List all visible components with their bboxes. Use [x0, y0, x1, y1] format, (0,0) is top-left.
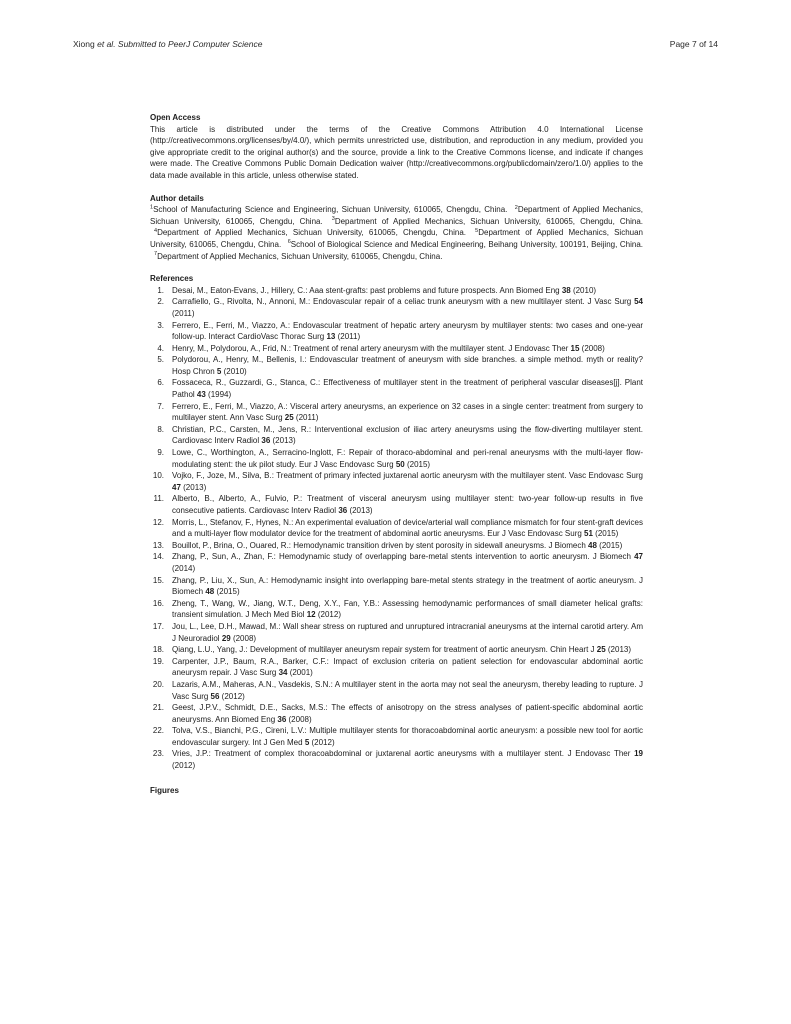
reference-item [150, 285, 643, 297]
affiliation-number: 4 [154, 227, 158, 234]
references-heading: References [150, 274, 194, 284]
reference-item [150, 517, 643, 540]
running-head [73, 39, 718, 49]
reference-item [150, 493, 643, 516]
reference-item [150, 679, 643, 702]
reference-number: 5. [157, 355, 164, 365]
reference-text: Vojko, F., Joze, M., Silva, B.: Treatment of primary infected juxtarenal aortic aneurysm with the multilayer stent. Vasc Endovasc Surg 47 (2013) [172, 471, 643, 492]
reference-item [150, 540, 643, 552]
reference-number: 11. [153, 494, 164, 504]
reference-number: 22. [152, 726, 164, 736]
reference-text: Jou, L., Lee, D.H., Mawad, M.: Wall shear stress on ruptured and unruptured intracranial aneurysms at the internal carotid artery. Am J Neuroradiol 29 (2008) [172, 621, 643, 643]
references-section [150, 273, 643, 772]
affiliation-number: 5 [475, 227, 479, 234]
reference-number: 17. [152, 621, 164, 631]
reference-volume: 15 [570, 343, 580, 353]
figures-heading: Figures [150, 785, 179, 795]
reference-volume: 29 [221, 633, 231, 643]
reference-text: Ferrero, E., Ferri, M., Viazzo, A.: Endovascular treatment of hepatic artery aneurysm by multilayer stents: two cases and one-year follow-up. Interact CardioVasc Thorac Surg 13 (2011) [172, 320, 643, 342]
reference-number: 20. [152, 679, 164, 689]
reference-number: 23. [152, 749, 164, 759]
header-journal-title: et al. Submitted to PeerJ Computer Science [97, 39, 263, 49]
reference-number: 9. [157, 448, 164, 458]
reference-text: Henry, M., Polydorou, A., Frid, N.: Treatment of renal artery aneurysm with the multilayer stent. J Endovasc Ther 15 (2008) [172, 343, 605, 353]
reference-volume: 51 [584, 529, 593, 539]
reference-item [150, 377, 643, 400]
reference-volume: 5 [304, 737, 310, 747]
reference-text: Zheng, T., Wang, W., Jiang, W.T., Deng, X.Y., Fan, Y.B.: Assessing hemodynamic performances of small diameter helical grafts: transient simulation. J Mech Med Biol 12 (2012) [172, 598, 643, 620]
reference-text: Carrafiello, G., Rivolta, N., Annoni, M.: Endovascular repair of a celiac trunk aneurysm with a new multilayer stent. J Vasc Surg 54 (2011) [172, 297, 643, 318]
reference-volume: 12 [306, 610, 316, 620]
reference-volume: 19 [634, 749, 643, 759]
reference-number: 4. [157, 343, 164, 353]
reference-volume: 5 [216, 366, 222, 376]
reference-item [150, 401, 643, 424]
reference-number: 21. [152, 703, 164, 713]
reference-volume: 36 [261, 436, 271, 446]
affiliation-number: 2 [514, 204, 518, 211]
reference-item [150, 343, 643, 355]
reference-volume: 25 [284, 413, 294, 423]
reference-text: Lazaris, A.M., Maheras, A.N., Vasdekis, S.N.: A multilayer stent in the aorta may not seal the aneurysm, thereby leading to rupture. J Vasc Surg 56 (2012) [172, 679, 643, 701]
reference-number: 13. [152, 540, 164, 550]
open-access-text: This article is distributed under the terms of the Creative Commons Attribution 4.0 International License (http://creativecommons.org/licenses/by/4.0/), which permits unrestricted use, distribution, and reproduction in any medium, provided you give appropriate credit to the original author(s) and the source, provide a link to the Creative Commons license, and indicate if changes were made. The Creative Commons Public Domain Dedication waiver (http://creativecommons.org/publicdomain/zero/1.0/) applies to the data made available in this article, unless otherwise stated. [150, 124, 643, 180]
reference-number: 1. [157, 285, 164, 295]
reference-text: Bouillot, P., Brina, O., Ouared, R.: Hemodynamic transition driven by stent porosity in sidewall aneurysms. J Biomech 48 (2015) [172, 540, 623, 550]
reference-text: Vries, J.P.: Treatment of complex thoracoabdominal or juxtarenal aortic aneurysms with a multilayer stent. J Endovasc Ther 19 (2012) [172, 749, 643, 771]
reference-text: Christian, P.C., Carsten, M., Jens, R.: Interventional exclusion of iliac artery aneurysms using the flow-diverting multilayer stent. Cardiovasc Interv Radiol 36 (2013) [172, 424, 643, 446]
reference-item [150, 470, 643, 493]
page-body [150, 112, 643, 796]
reference-volume: 43 [196, 390, 206, 400]
reference-number: 18. [152, 645, 164, 655]
reference-number: 16. [152, 598, 164, 608]
reference-text: Carpenter, J.P., Baum, R.A., Barker, C.F.: Impact of exclusion criteria on patient selection for endovascular abdominal aortic aneurysm repair. J Vasc Surg 34 (2001) [172, 656, 643, 678]
reference-volume: 34 [278, 668, 288, 678]
reference-text: Ferrero, E., Ferri, M., Viazzo, A.: Visceral artery aneurysms, an experience on 32 cases in a single center: treatment from surgery to multilayer stent. Ann Vasc Surg 25 (2011) [172, 401, 643, 423]
reference-item [150, 748, 643, 771]
affiliation-number: 3 [331, 216, 335, 223]
reference-text: Geest, J.P.V., Schmidt, D.E., Sacks, M.S.: The effects of anisotropy on the stress analyses of patient-specific abdominal aortic aneurysms. Ann Biomed Eng 36 (2008) [172, 703, 643, 724]
reference-list [150, 285, 643, 772]
affiliation-number: 6 [287, 239, 291, 246]
reference-item [150, 447, 643, 470]
reference-number: 3. [157, 320, 164, 330]
reference-number: 6. [157, 378, 164, 388]
reference-number: 15. [152, 575, 164, 585]
open-access-heading: Open Access [150, 113, 201, 122]
author-details-section [150, 193, 643, 263]
reference-number: 8. [157, 424, 164, 434]
reference-item [150, 320, 643, 343]
reference-volume: 48 [205, 587, 215, 597]
reference-text: Zhang, P., Liu, X., Sun, A.: Hemodynamic insight into overlapping bare-metal stents strategy in the treatment of aortic aneurysm. J Biomech 48 (2015) [172, 575, 643, 597]
page-header-left [73, 39, 263, 49]
reference-volume: 54 [634, 297, 643, 307]
reference-volume: 36 [277, 714, 287, 724]
header-author: Xiong [73, 39, 95, 49]
reference-volume: 25 [596, 645, 606, 655]
reference-text: Alberto, B., Alberto, A., Fulvio, P.: Treatment of visceral aneurysm using multilayer stent: two-year follow-up results in five consecutive patients. Cardiovasc Interv Radiol 36 (2013) [172, 494, 643, 515]
reference-item [150, 725, 643, 748]
reference-item [150, 598, 643, 621]
reference-number: 2. [157, 297, 164, 307]
affiliation-number: 1 [150, 204, 154, 211]
reference-item [150, 644, 643, 656]
reference-item [150, 656, 643, 679]
reference-volume: 50 [395, 459, 405, 469]
reference-text: Qiang, L.U., Yang, J.: Development of multilayer aneurysm repair system for treatment of aortic aneurysm. Chin Heart J 25 (2013) [172, 645, 632, 655]
reference-item [150, 575, 643, 598]
reference-item [150, 354, 643, 377]
affiliation-number: 7 [154, 250, 158, 257]
reference-number: 10. [152, 471, 164, 481]
reference-text: Desai, M., Eaton-Evans, J., Hillery, C.: Aaa stent-grafts: past problems and future prospects. Ann Biomed Eng 38 (2010) [172, 285, 597, 295]
reference-volume: 48 [588, 540, 597, 550]
reference-text: Zhang, P., Sun, A., Zhan, F.: Hemodynamic study of overlapping bare-metal stents intervention to aortic aneurysm. J Biomech 47 (2014) [172, 552, 643, 573]
reference-text: Lowe, C., Worthington, A., Serracino-Inglott, F.: Repair of thoraco-abdominal and peri-renal aneurysms with the multi-layer flow-modulating stent: the uk pilot study. Eur J Vasc Endovasc Surg 50 (2015) [172, 448, 643, 469]
author-details-heading: Author details [150, 193, 204, 203]
open-access-section [150, 112, 643, 182]
page-header-right: Page 7 of 14 [669, 39, 718, 49]
reference-item [150, 424, 643, 447]
reference-volume: 36 [338, 506, 348, 515]
reference-volume: 56 [210, 691, 220, 701]
reference-item [150, 551, 643, 574]
reference-number: 19. [152, 656, 164, 666]
reference-item [150, 702, 643, 725]
affiliations-text: $^1$School of Manufacturing Science and Engineering, Sichuan University, 610065, Chengdu, China. $^2$Department of Applied Mechanics, Sichuan University, 610065, Chengdu, China. $^3$Department of Applied Mechanics, Sichuan University, 610065, Chengdu, China. $^4$Department of Applied Mechanics, Sichuan University, 610065, Chengdu, China. $^5$Department of Applied Mechanics, Sichuan University, 610065, Chengdu, China. $^6$School of Biological Science and Medical Engineering, Beihang University, 100191, Beijing, China. $^7$Department of Applied Mechanics, Sichuan University, 610065, Chengdu, China. [150, 204, 644, 261]
reference-text: Polydorou, A., Henry, M., Bellenis, I.: Endovascular treatment of aneurysm with side branches. a simple method. myth or reality? Hosp Chron 5 (2010) [172, 355, 643, 376]
reference-volume: 38 [561, 285, 571, 295]
reference-number: 12. [152, 517, 164, 527]
reference-volume: 47 [172, 482, 181, 492]
reference-item [150, 296, 643, 319]
reference-text: Fossaceca, R., Guzzardi, G., Stanca, C.: Effectiveness of multilayer stent in the treatment of peripheral vascular diseases[j]. Plant Pathol 43 (1994) [172, 378, 643, 400]
reference-number: 7. [157, 401, 164, 411]
reference-text: Tolva, V.S., Bianchi, P.G., Cireni, L.V.: Multiple multilayer stents for thoracoabdominal aortic aneurysm: a possible new tool for aortic endovascular surgery. Int J Gen Med 5 (2012) [172, 726, 643, 747]
reference-number: 14. [152, 552, 164, 562]
reference-item [150, 621, 643, 644]
reference-volume: 13 [326, 332, 336, 342]
reference-text: Morris, L., Stefanov, F., Hynes, N.: An experimental evaluation of device/arterial wall compliance mismatch for four stent-graft devices and a multi-layer flow modulator device for the treatment of abdominal aortic aneurysms. Eur J Vasc Endovasc Surg 51 (2015) [172, 517, 643, 539]
reference-volume: 47 [634, 552, 643, 562]
